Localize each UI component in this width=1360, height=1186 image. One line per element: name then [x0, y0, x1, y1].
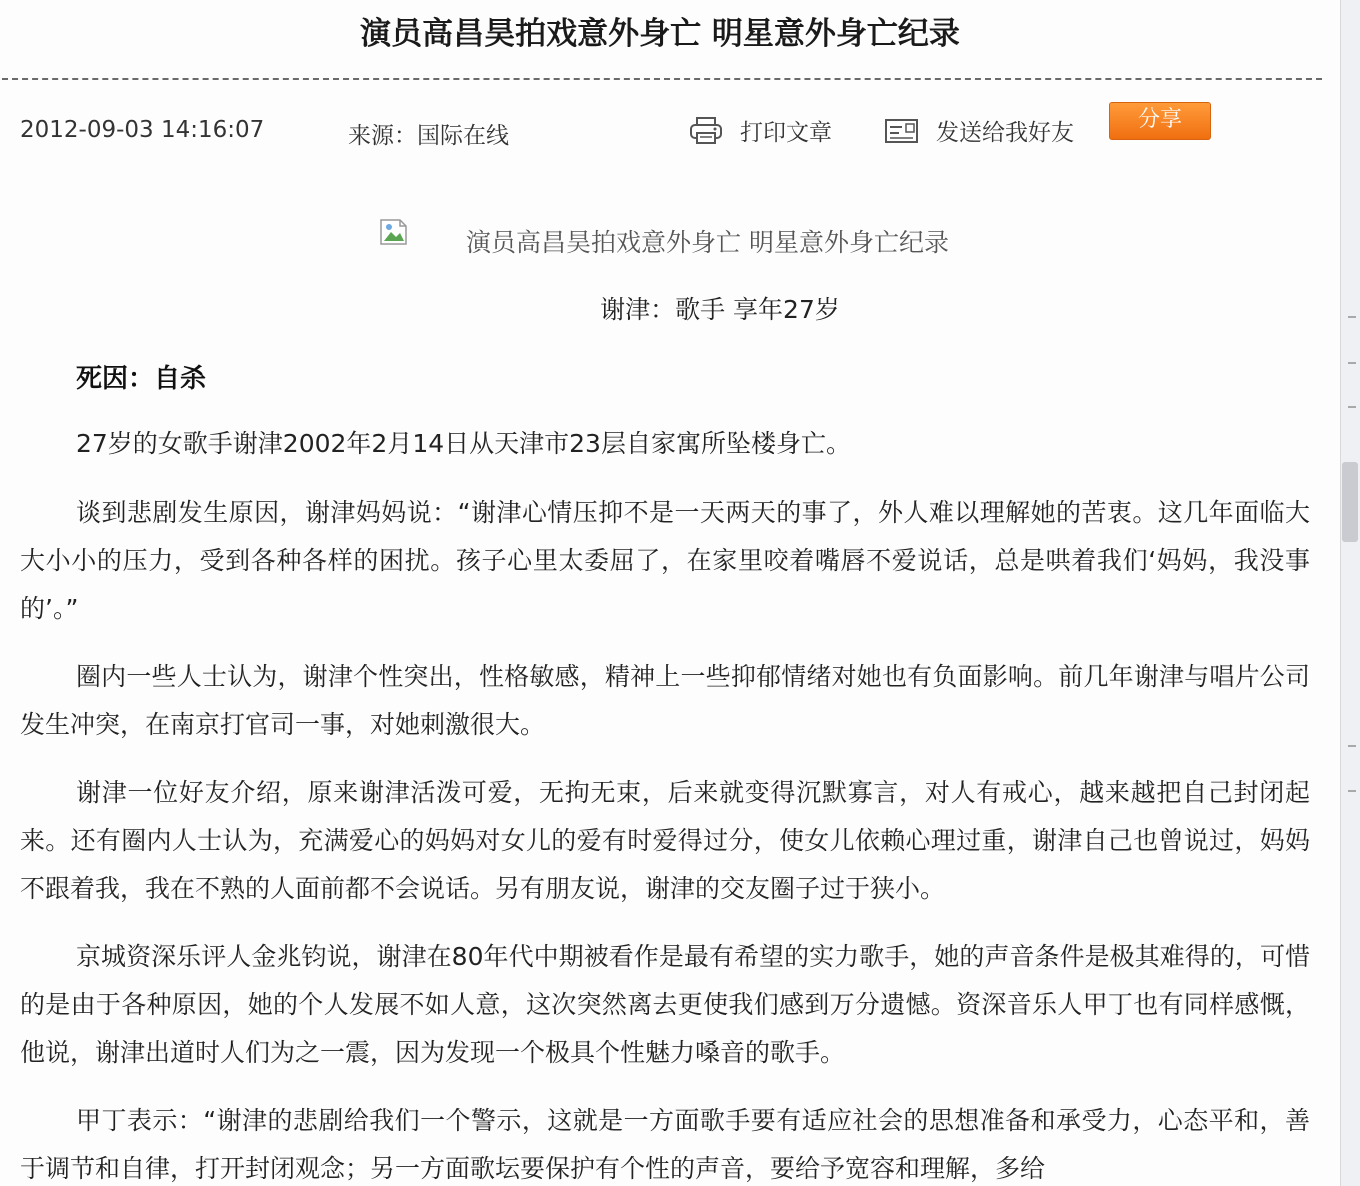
scroll-tick [1348, 790, 1356, 792]
article-title: 演员高昌昊拍戏意外身亡 明星意外身亡纪录 [360, 16, 960, 52]
paragraph: 圈内一些人士认为，谢津个性突出，性格敏感，精神上一些抑郁情绪对她也有负面影响。前几年谢津与唱片公司发生冲突，在南京打官司一事，对她刺激很大。 [20, 662, 1310, 739]
scrollbar-thumb[interactable] [1342, 462, 1358, 542]
article-image [0, 215, 1320, 265]
scrollbar[interactable] [1340, 0, 1360, 1186]
print-article-link[interactable] [688, 114, 832, 147]
cause-heading: 死因：自杀 [76, 364, 207, 394]
send-to-friend-label: 发送给我好友 [936, 120, 1074, 146]
paragraph: 27岁的女歌手谢津2002年2月14日从天津市23层自家寓所坠楼身亡。 [76, 429, 851, 458]
paragraph: 甲丁表示：“谢津的悲剧给我们一个警示，这就是一方面歌手要有适应社会的思想准备和承受力，心态平和，善于调节和自律，打开封闭观念；另一方面歌坛要保护有个性的声音，要给予宽容和理解，多给 [20, 1106, 1310, 1183]
image-alt-text: 演员高昌昊拍戏意外身亡 明星意外身亡纪录 [466, 228, 949, 257]
paragraph: 京城资深乐评人金兆钧说，谢津在80年代中期被看作是最有希望的实力歌手，她的声音条件是极其难得的，可惜的是由于各种原因，她的个人发展不如人意，这次突然离去更使我们感到万分遗憾。资深音乐人甲丁也有同样感慨，他说，谢津出道时人们为之一震，因为发现一个极具个性魅力嗓音的歌手。 [20, 942, 1310, 1067]
article-meta [0, 107, 1320, 152]
print-article-label: 打印文章 [740, 120, 832, 146]
image-caption: 谢津：歌手 享年27岁 [600, 295, 840, 324]
send-to-friend-link[interactable] [884, 114, 1074, 147]
scroll-tick [1348, 316, 1356, 318]
scroll-tick [1348, 745, 1356, 747]
paragraph: 谢津一位好友介绍，原来谢津活泼可爱，无拘无束，后来就变得沉默寡言，对人有戒心，越来越把自己封闭起来。还有圈内人士认为，充满爱心的妈妈对女儿的爱有时爱得过分，使女儿依赖心理过重，谢津自己也曾说过，妈妈不跟着我，我在不熟的人面前都不会说话。另有朋友说，谢津的交友圈子过于狭小。 [20, 778, 1310, 903]
scroll-tick [1348, 406, 1356, 408]
scroll-tick [1348, 362, 1356, 364]
envelope-card-icon [884, 116, 920, 146]
share-button[interactable]: 分享 [1109, 102, 1211, 140]
title-divider [2, 78, 1322, 80]
paragraph: 谈到悲剧发生原因，谢津妈妈说：“谢津心情压抑不是一天两天的事了，外人难以理解她的苦衷。这几年面临大大小小的压力，受到各种各样的困扰。孩子心里太委屈了，在家里咬着嘴唇不爱说话，总是哄着我们‘妈妈，我没事的’。” [20, 498, 1310, 623]
printer-icon [688, 116, 724, 146]
broken-image-icon [378, 217, 412, 247]
publish-date: 2012-09-03 14:16:07 [20, 117, 265, 143]
article-source: 来源：国际在线 [348, 123, 509, 149]
